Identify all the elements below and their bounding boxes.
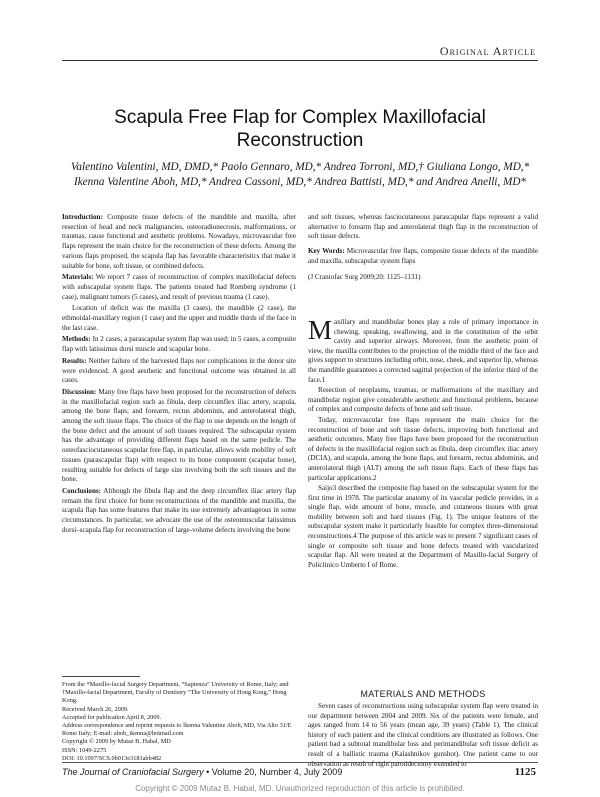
dropcap: M	[308, 315, 333, 345]
keywords-text: Microvascular free flaps, composite tissue defects of the mandible and maxilla, subscapular system flaps	[308, 247, 538, 265]
author-list	[62, 160, 538, 190]
abstract-materials	[62, 273, 296, 302]
footnote-issn: ISSN: 1049-2275	[62, 746, 107, 754]
body-para-1	[308, 315, 538, 385]
body-para-3: Today, microvascular free flaps represent the main choice for the reconstruction of bone and soft tissue defects, improving both functional and aesthetic outcomes. Many free flaps have been proposed for the reconstruction of defects in the maxillofacial region such as fibula, deep circumflex iliac artery (DCIA), and scapula, among the bone flaps, and forearm, rectus abdominis, and anterolateral thigh (ALT) among the soft tissue flaps. Each of these flaps has particular applications.2	[308, 415, 538, 482]
header-rule	[62, 60, 538, 61]
footer-rule	[62, 762, 538, 763]
abstract-discussion	[62, 388, 296, 485]
introduction-text: Composite tissue defects of the mandible and maxilla, after resection of head and neck malignancies, osteoradionecrosis, malformations, or traumas, cause functional and aesthetic problems. Nowadays, microvascular free flaps represent the main choice for the reconstruction of these defects. Among the various flaps proposed, the scapula flap has favorable characteristics that make it suitable for bone, soft tissue, or combined defects.	[62, 213, 296, 270]
results-label: Results:	[62, 356, 87, 365]
abstract-location: Location of deficit was the maxilla (3 cases), the mandible (2 case), the ethmoidal-maxillary region (1 case) and the upper and middle thirds of the face in the last case.	[62, 304, 296, 332]
footnote-received: Received March 26, 2009.	[62, 705, 129, 713]
methods-text: In 2 cases, a parascapular system flap was used; in 5 cases, a composite flap with latissimus dorsi muscle and scapular bone.	[62, 335, 297, 354]
copyright-notice: Copyright © 2009 Mutaz B. Habal, MD. Unauthorized reproduction of this article is prohibited.	[135, 784, 465, 793]
footnote-doi: DOI: 10.1097/SCS.0b013e3181abb482	[62, 754, 162, 762]
journal-footer	[62, 767, 342, 777]
abstract-continuation	[308, 213, 538, 284]
body-para-2: Resection of neoplasms, traumas, or malformations of the maxillary and mandibular region give considerable aesthetic and functional problems, because of complex and composite defects of bone and soft tissue.	[308, 386, 538, 414]
discussion-text: Many free flaps have been proposed for the reconstruction of defects in the maxillofacial region such as fibula, deep circumflex iliac artery, scapula, among the bone flaps; and forearm, rectus abdominis, and anterolateral thigh, among the soft tissue flaps. The choice of the flap to use depends on the length of the bone defect and the amount of soft tissues required. The subscapular system has the advantage of providing different flaps based on the same pedicle. The osteofasciocutaneous scapular free flap, in particular, allows wide mobility of soft tissues (parascapular flap) with respect to its bone component (scapular bone), resulting suitable for defects of large size involving both the soft tissues and the bone.	[62, 387, 296, 484]
discussion-label: Discussion:	[62, 387, 97, 396]
section-label: Original Article	[439, 44, 536, 58]
body-para-1-text: axillary and mandibular bones play a role of primary importance in chewing, speaking, swallowing, and in the constitution of the orbit cavity and superior airways. Moreover, from the aesthetic point of view, the maxilla contributes to the projection of the middle third of the face and gives support to structures including orbit, nose, cheek, and superior lip, whereas the mandible guarantees a corrected sagittal projection of the inferior third of the face.1	[308, 318, 538, 384]
body-para-4: Saijo3 described the composite flap based on the subscapular system for the first time in 1978. The particular anatomy of its vascular pedicle provides, in a single flap, wide amount of bone, muscle, and cutaneous tissues with great mobility between soft and hard tissues (Fig. 1). The unique features of the subscapular system make it particularly feasible for complex three-dimensional reconstructions.4 The purpose of this article was to present 7 significant cases of single or composite soft tissue and bone defects treated with vascularized scapular flap. All were treated at the Department of Maxillo-facial Surgery of Policlinico Umberto I of Rome.	[308, 484, 538, 569]
conclusions-label: Conclusions:	[62, 486, 102, 495]
abstract-conclusions	[62, 487, 296, 536]
abstract-results	[62, 357, 296, 386]
article-title: Scapula Free Flap for Complex Maxillofacial Reconstruction	[114, 107, 486, 151]
keywords	[308, 247, 538, 266]
footnote-copyright: Copyright © 2009 by Mutaz B. Habal, MD	[62, 738, 171, 746]
footnote-affiliation: From the *Maxillo-facial Surgery Department, “Sapienza” University of Rome, Italy; and †Maxillo-facial Department, Faculty of Dentistry “The University of Hong Kong,” Hong Kong.	[62, 681, 289, 705]
abstract-column	[62, 213, 296, 538]
results-text: Neither failure of the harvested flaps nor complications in the donor site were evidenced. A good aesthetic and functional outcome was obtained in all cases.	[62, 356, 297, 385]
page-number: 1125	[514, 766, 536, 778]
introduction-body	[308, 315, 538, 571]
footnote-rule	[62, 676, 140, 677]
methods-label: Methods:	[62, 335, 91, 344]
authors-line-2: Ikenna Valentine Aboh, MD,* Andrea Cassoni, MD,* Andrea Battisti, MD,* and Andrea Anelli, MD*	[73, 176, 526, 188]
footnotes	[62, 681, 296, 763]
abstract-methods	[62, 335, 296, 354]
materials-label: Materials:	[62, 273, 94, 282]
materials-text: We report 7 cases of reconstruction of complex maxillofacial defects with subscapular system flaps. The patients treated had Romberg syndrome (1 case), malignant tumors (5 cases), and result of previous trauma (1 case).	[62, 273, 296, 301]
keywords-label: Key Words:	[308, 247, 345, 256]
introduction-label: Introduction:	[62, 213, 103, 221]
journal-name: The Journal of Craniofacial Surgery	[62, 767, 204, 777]
methods-paragraph: Seven cases of reconstructions using subscapular system flap were treated in our department between 2004 and 2009. Six of the patients were female, and ages ranged from 14 to 56 years (mean age, 39 years) (Table 1). The clinical history of each patient and the clinical conditions are illustrated as follows. One patient had a subtotal mandibular loss and perimandibular soft tissue deficit as result of a ballistic trauma (Kalashnikov gunshot). One patient came to our observation as result of right parotidectomy extended to	[308, 702, 538, 768]
footnote-accepted: Accepted for publication April 8, 2009.	[62, 713, 162, 721]
conclusions-text: Although the fibula flap and the deep circumflex iliac artery flap remain the first choice for bone reconstructions of the mandible and maxilla, the scapula flap has some features that make its use extremely advantageous in some circumstances. In particular, we advocate the use of the osteomuscular latissimus dorsi–scapula flap for reconstruction of large-volume defects involving the bone	[62, 486, 296, 534]
footnote-correspondence: Address correspondence and reprint requests to Ikenna Valentine Aboh, MD, Via Alto 31/E Rome Italy; E-mail: aboh_ikenna@hotmail.com	[62, 722, 292, 738]
authors-line-1: Valentino Valentini, MD, DMD,* Paolo Gennaro, MD,* Andrea Torroni, MD,† Giuliana Longo, MD,*	[70, 161, 530, 173]
abstract-introduction	[62, 213, 296, 271]
methods-heading: MATERIALS AND METHODS	[360, 689, 486, 699]
journal-issue: • Volume 20, Number 4, July 2009	[206, 767, 343, 777]
abstract-continuation-text: and soft tissues, whereas fasciocutaneous parascapular flaps represent a valid alternative to forearm flap and anterolateral thigh flap in the reconstruction of soft tissue defects.	[308, 213, 538, 241]
citation: (J Craniofac Surg 2009;20: 1125–1131)	[308, 272, 421, 281]
